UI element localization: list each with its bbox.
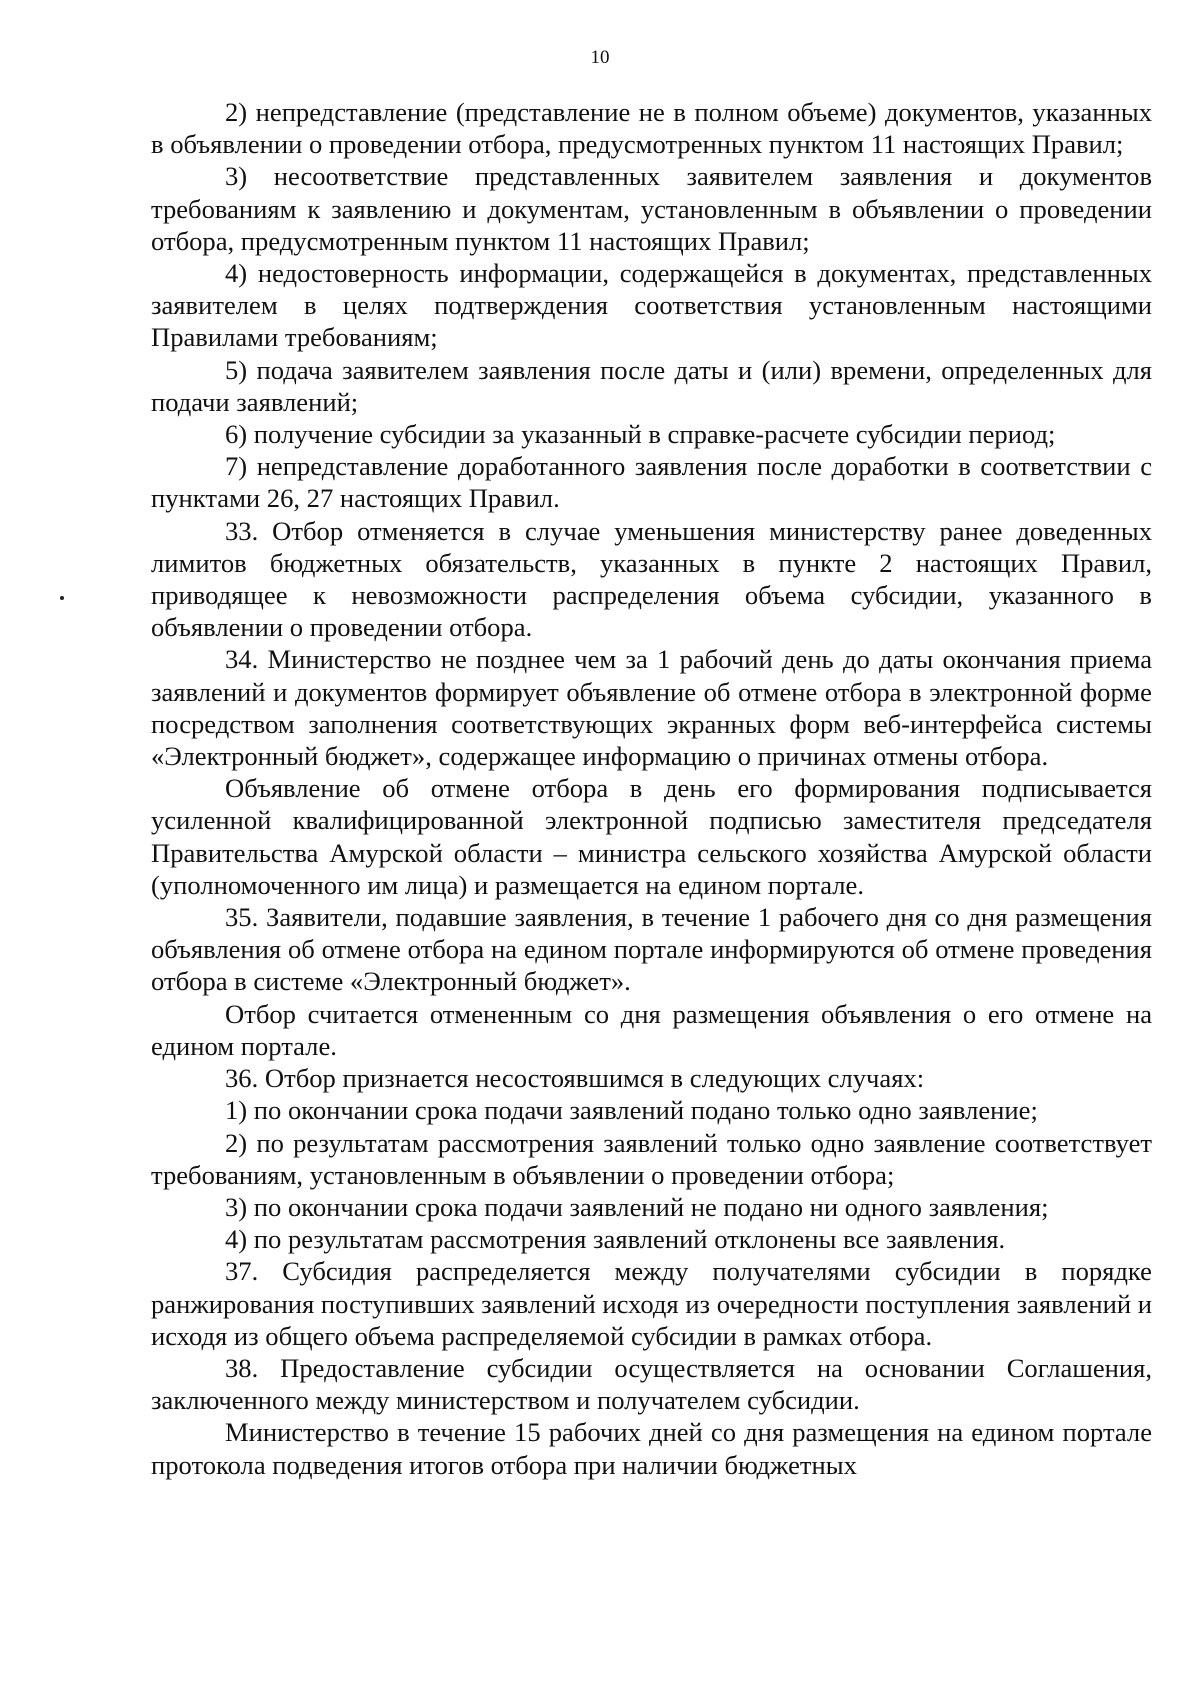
paragraph: 4) недостоверность информации, содержащейся в документах, представленных заявителем в целях подтверждения соответствия установленным настоящими Правилами требованиям; (151, 258, 1152, 353)
document-body (151, 96, 1152, 1481)
paragraph: 34. Министерство не позднее чем за 1 рабочий день до даты окончания приема заявлений и документов формирует объявление об отмене отбора в электронной форме посредством заполнения соответствующих экранных форм веб-интерфейса системы «Электронный бюджет», содержащее информацию о причинах отмены отбора. (151, 644, 1152, 772)
paragraph: 7) непредставление доработанного заявления после доработки в соответствии с пунктами 26, 27 настоящих Правил. (151, 451, 1152, 514)
paragraph: 1) по окончании срока подачи заявлений подано только одно заявление; (225, 1095, 1038, 1126)
page-number: 10 (590, 47, 610, 68)
stray-dot-mark (60, 596, 64, 600)
paragraph: 2) по результатам рассмотрения заявлений только одно заявление соответствует требованиям, установленным в объявлении о проведении отбора; (151, 1127, 1152, 1190)
paragraph: 4) по результатам рассмотрения заявлений отклонены все заявления. (225, 1224, 1006, 1255)
paragraph: 2) непредставление (представление не в полном объеме) документов, указанных в объявлении о проведении отбора, предусмотренных пунктом 11 настоящих Правил; (151, 97, 1152, 160)
paragraph: 36. Отбор признается несостоявшимся в следующих случаях: (225, 1063, 925, 1094)
paragraph: 6) получение субсидии за указанный в справке-расчете субсидии период; (225, 419, 1056, 450)
paragraph: Отбор считается отмененным со дня размещения объявления о его отмене на едином портале. (151, 998, 1152, 1061)
paragraph: Объявление об отмене отбора в день его формирования подписывается усиленной квалифицированной электронной подписью заместителя председателя Правительства Амурской области – министра сельского хозяйства Амурской области (уполномоченного им лица) и размещается на едином портале. (151, 773, 1152, 900)
paragraph: 33. Отбор отменяется в случае уменьшения министерству ранее доведенных лимитов бюджетных обязательств, указанных в пункте 2 настоящих Правил, приводящее к невозможности распределения объема субсидии, указанного в объявлении о проведении отбора. (151, 515, 1152, 643)
paragraph: 38. Предоставление субсидии осуществляется на основании Соглашения, заключенного между министерством и получателем субсидии. (151, 1352, 1152, 1416)
paragraph: 3) несоответствие представленных заявителем заявления и документов требованиям к заявлению и документам, установленным в объявлении о проведении отбора, предусмотренным пунктом 11 настоящих Правил; (151, 161, 1152, 256)
paragraph: Министерство в течение 15 рабочих дней со дня размещения на едином портале протокола подведения итогов отбора при наличии бюджетных (151, 1417, 1152, 1480)
paragraph: 37. Субсидия распределяется между получателями субсидии в порядке ранжирования поступивших заявлений исходя из очередности поступления заявлений и исходя из общего объема распределяемой субсидии в рамках отбора. (151, 1256, 1152, 1351)
paragraph: 5) подача заявителем заявления после даты и (или) времени, определенных для подачи заявлений; (151, 354, 1152, 417)
paragraph: 35. Заявители, подавшие заявления, в течение 1 рабочего дня со дня размещения объявления об отмене отбора на едином портале информируются об отмене проведения отбора в системе «Электронный бюджет». (151, 902, 1152, 997)
paragraph: 3) по окончании срока подачи заявлений не подано ни одного заявления; (225, 1191, 1049, 1222)
